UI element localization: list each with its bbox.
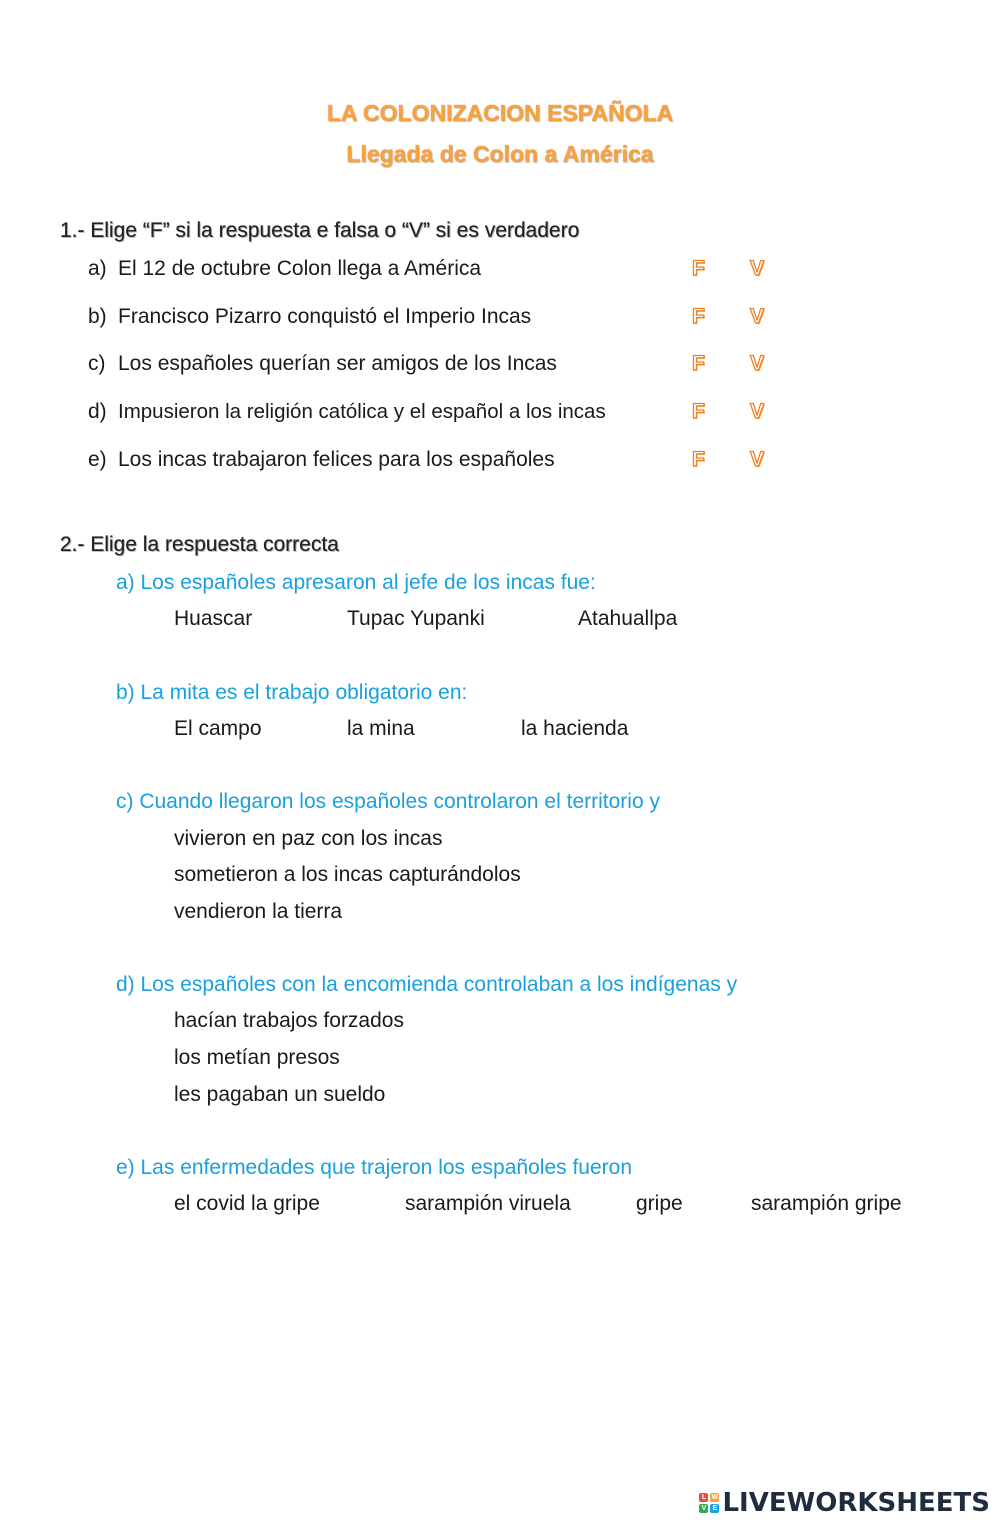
tf-item-letter: e) <box>88 448 107 471</box>
section-2-heading: 2.- Elige la respuesta correcta <box>60 533 339 556</box>
true-option[interactable]: V <box>750 352 765 375</box>
answer-option[interactable]: vendieron la tierra <box>174 900 343 923</box>
answer-option[interactable]: Atahuallpa <box>578 607 678 630</box>
answer-option[interactable]: la mina <box>347 717 415 740</box>
answer-option[interactable]: vivieron en paz con los incas <box>174 827 443 850</box>
section-1-heading: 1.- Elige “F” si la respuesta e falsa o “V” si es verdadero <box>60 219 580 242</box>
tf-item-text: Los incas trabajaron felices para los españoles <box>118 448 555 471</box>
tf-item-text: El 12 de octubre Colon llega a América <box>118 257 482 280</box>
liveworksheets-logo-text: LIVEWORKSHEETS <box>722 1488 990 1518</box>
answer-option[interactable]: sarampión gripe <box>751 1192 902 1215</box>
page-title: LA COLONIZACION ESPAÑOLA <box>326 100 674 126</box>
answer-option[interactable]: sarampión viruela <box>405 1192 571 1215</box>
tf-item-letter: b) <box>88 305 107 328</box>
answer-option[interactable]: gripe <box>636 1192 683 1215</box>
liveworksheets-logo-icon: L W V E <box>699 1493 719 1513</box>
true-option[interactable]: V <box>750 257 765 280</box>
answer-option[interactable]: Huascar <box>174 607 253 630</box>
question-b: b) La mita es el trabajo obligatorio en: <box>116 681 468 704</box>
answer-option[interactable]: Tupac Yupanki <box>347 607 485 630</box>
question-e: e) Las enfermedades que trajeron los españoles fueron <box>116 1156 632 1179</box>
liveworksheets-logo <box>699 1488 990 1518</box>
answer-option[interactable]: les pagaban un sueldo <box>174 1083 386 1106</box>
false-option[interactable]: F <box>692 257 705 280</box>
false-option[interactable]: F <box>692 352 705 375</box>
question-d: d) Los españoles con la encomienda controlaban a los indígenas y <box>116 973 738 996</box>
answer-option[interactable]: hacían trabajos forzados <box>174 1009 404 1032</box>
tf-item-letter: a) <box>88 257 107 280</box>
question-c: c) Cuando llegaron los españoles controlaron el territorio y <box>116 790 660 813</box>
false-option[interactable]: F <box>692 400 705 423</box>
tf-item-letter: c) <box>88 352 106 375</box>
page-subtitle: Llegada de Colon a América <box>346 141 654 167</box>
true-option[interactable]: V <box>750 448 765 471</box>
answer-option[interactable]: los metían presos <box>174 1046 340 1069</box>
tf-item-text: Los españoles querían ser amigos de los Incas <box>118 352 557 375</box>
question-a: a) Los españoles apresaron al jefe de los incas fue: <box>116 571 596 594</box>
tf-item-letter: d) <box>88 400 107 423</box>
answer-option[interactable]: El campo <box>174 717 262 740</box>
answer-option[interactable]: sometieron a los incas capturándolos <box>174 863 521 886</box>
false-option[interactable]: F <box>692 305 705 328</box>
tf-item-text: Impusieron la religión católica y el español a los incas <box>118 400 606 423</box>
false-option[interactable]: F <box>692 448 705 471</box>
answer-option[interactable]: la hacienda <box>521 717 629 740</box>
tf-item-text: Francisco Pizarro conquistó el Imperio Incas <box>118 305 532 328</box>
answer-option[interactable]: el covid la gripe <box>174 1192 320 1215</box>
true-option[interactable]: V <box>750 305 765 328</box>
true-option[interactable]: V <box>750 400 765 423</box>
